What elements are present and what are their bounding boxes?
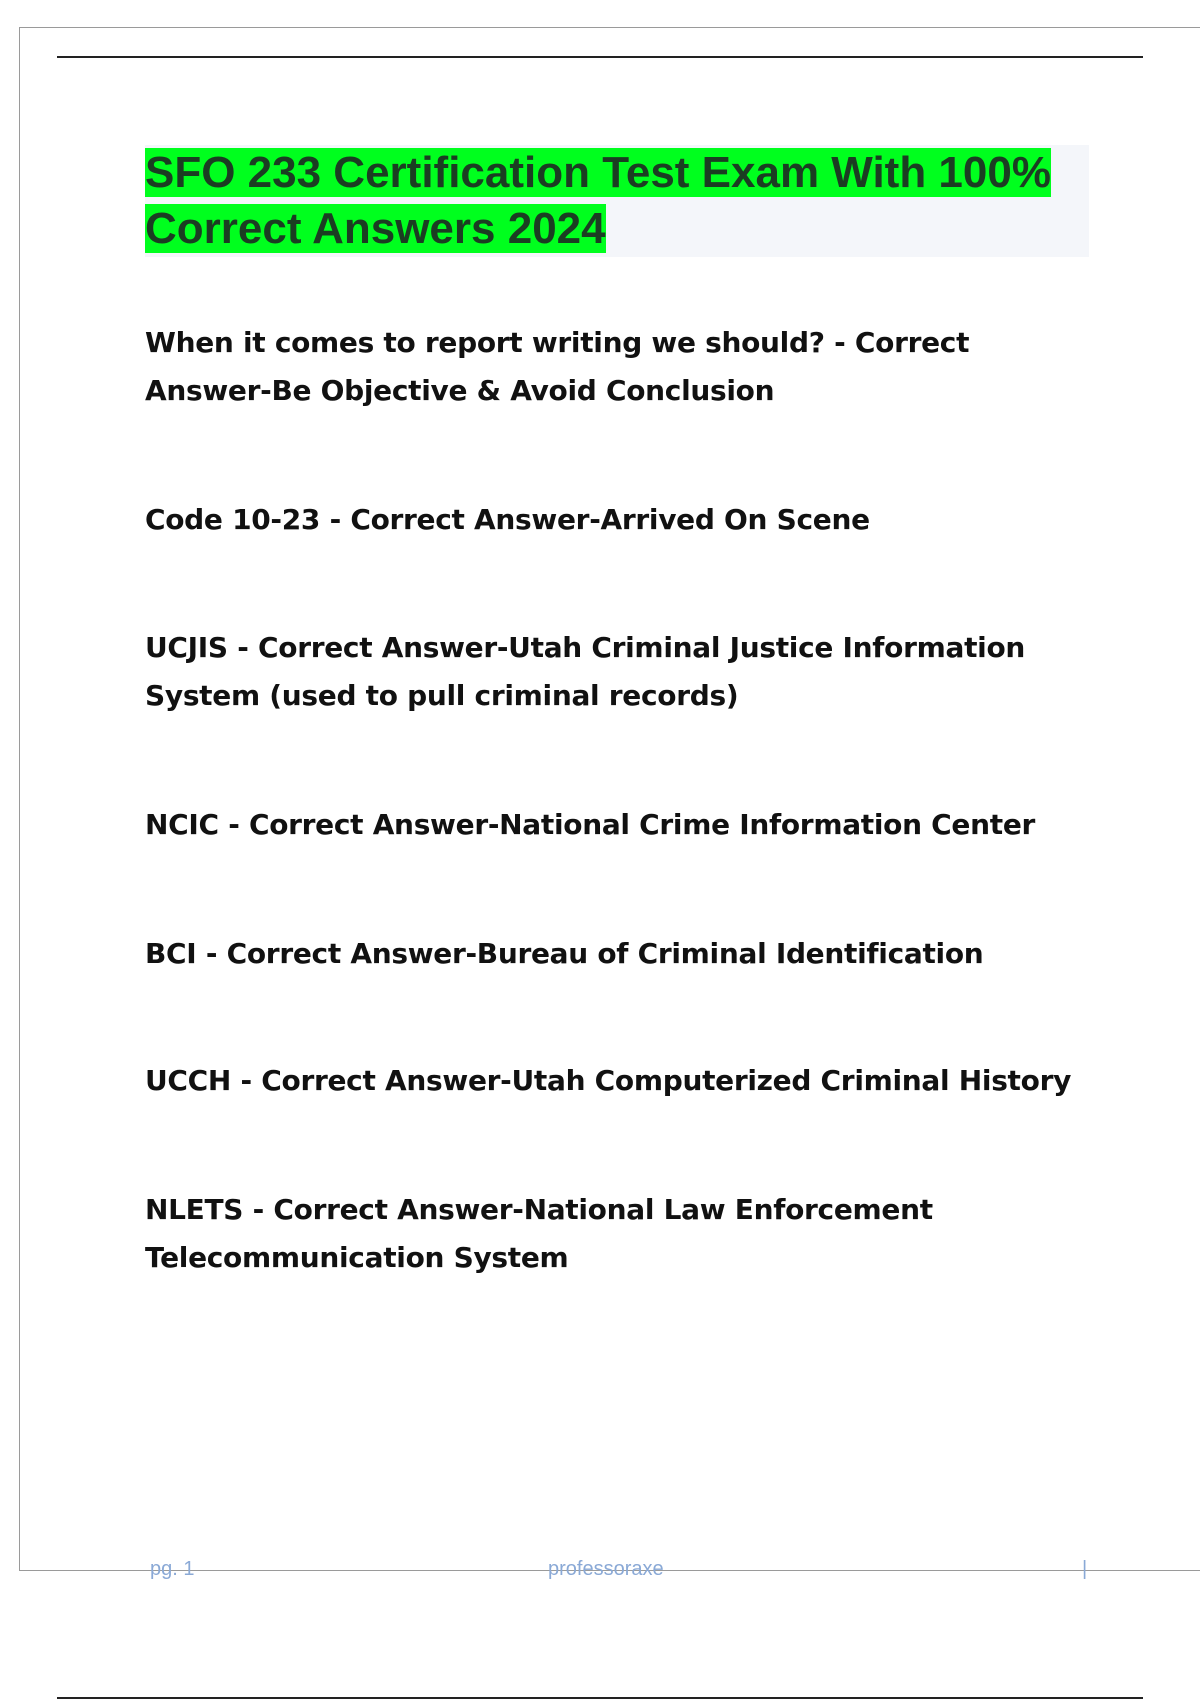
qa-item-ucjis: UCJIS - Correct Answer-Utah Criminal Justice Information System (used to pull criminal records): [145, 631, 1026, 712]
qa-item-bci: BCI - Correct Answer-Bureau of Criminal Identification: [145, 937, 984, 970]
document-title: [145, 145, 1089, 257]
qa-item-nlets: NLETS - Correct Answer-National Law Enforcement Telecommunication System: [145, 1193, 933, 1274]
page-frame: [19, 27, 1200, 1571]
title-highlight: SFO 233 Certification Test Exam With 100% Correct Answers 2024: [145, 148, 1051, 253]
footer-rule: [57, 1697, 1143, 1699]
qa-item-ucch: UCCH - Correct Answer-Utah Computerized Criminal History: [145, 1064, 1072, 1097]
qa-item-report-writing: When it comes to report writing we should? - Correct Answer-Be Objective & Avoid Conclusion: [145, 326, 970, 407]
footer-separator: |: [1082, 1558, 1088, 1580]
footer-page-number: pg. 1: [150, 1558, 195, 1580]
header-rule: [57, 56, 1143, 58]
footer-author: professoraxe: [548, 1558, 664, 1580]
qa-item-code-10-23: Code 10-23 - Correct Answer-Arrived On Scene: [145, 503, 870, 536]
qa-item-ncic: NCIC - Correct Answer-National Crime Information Center: [145, 808, 1036, 841]
